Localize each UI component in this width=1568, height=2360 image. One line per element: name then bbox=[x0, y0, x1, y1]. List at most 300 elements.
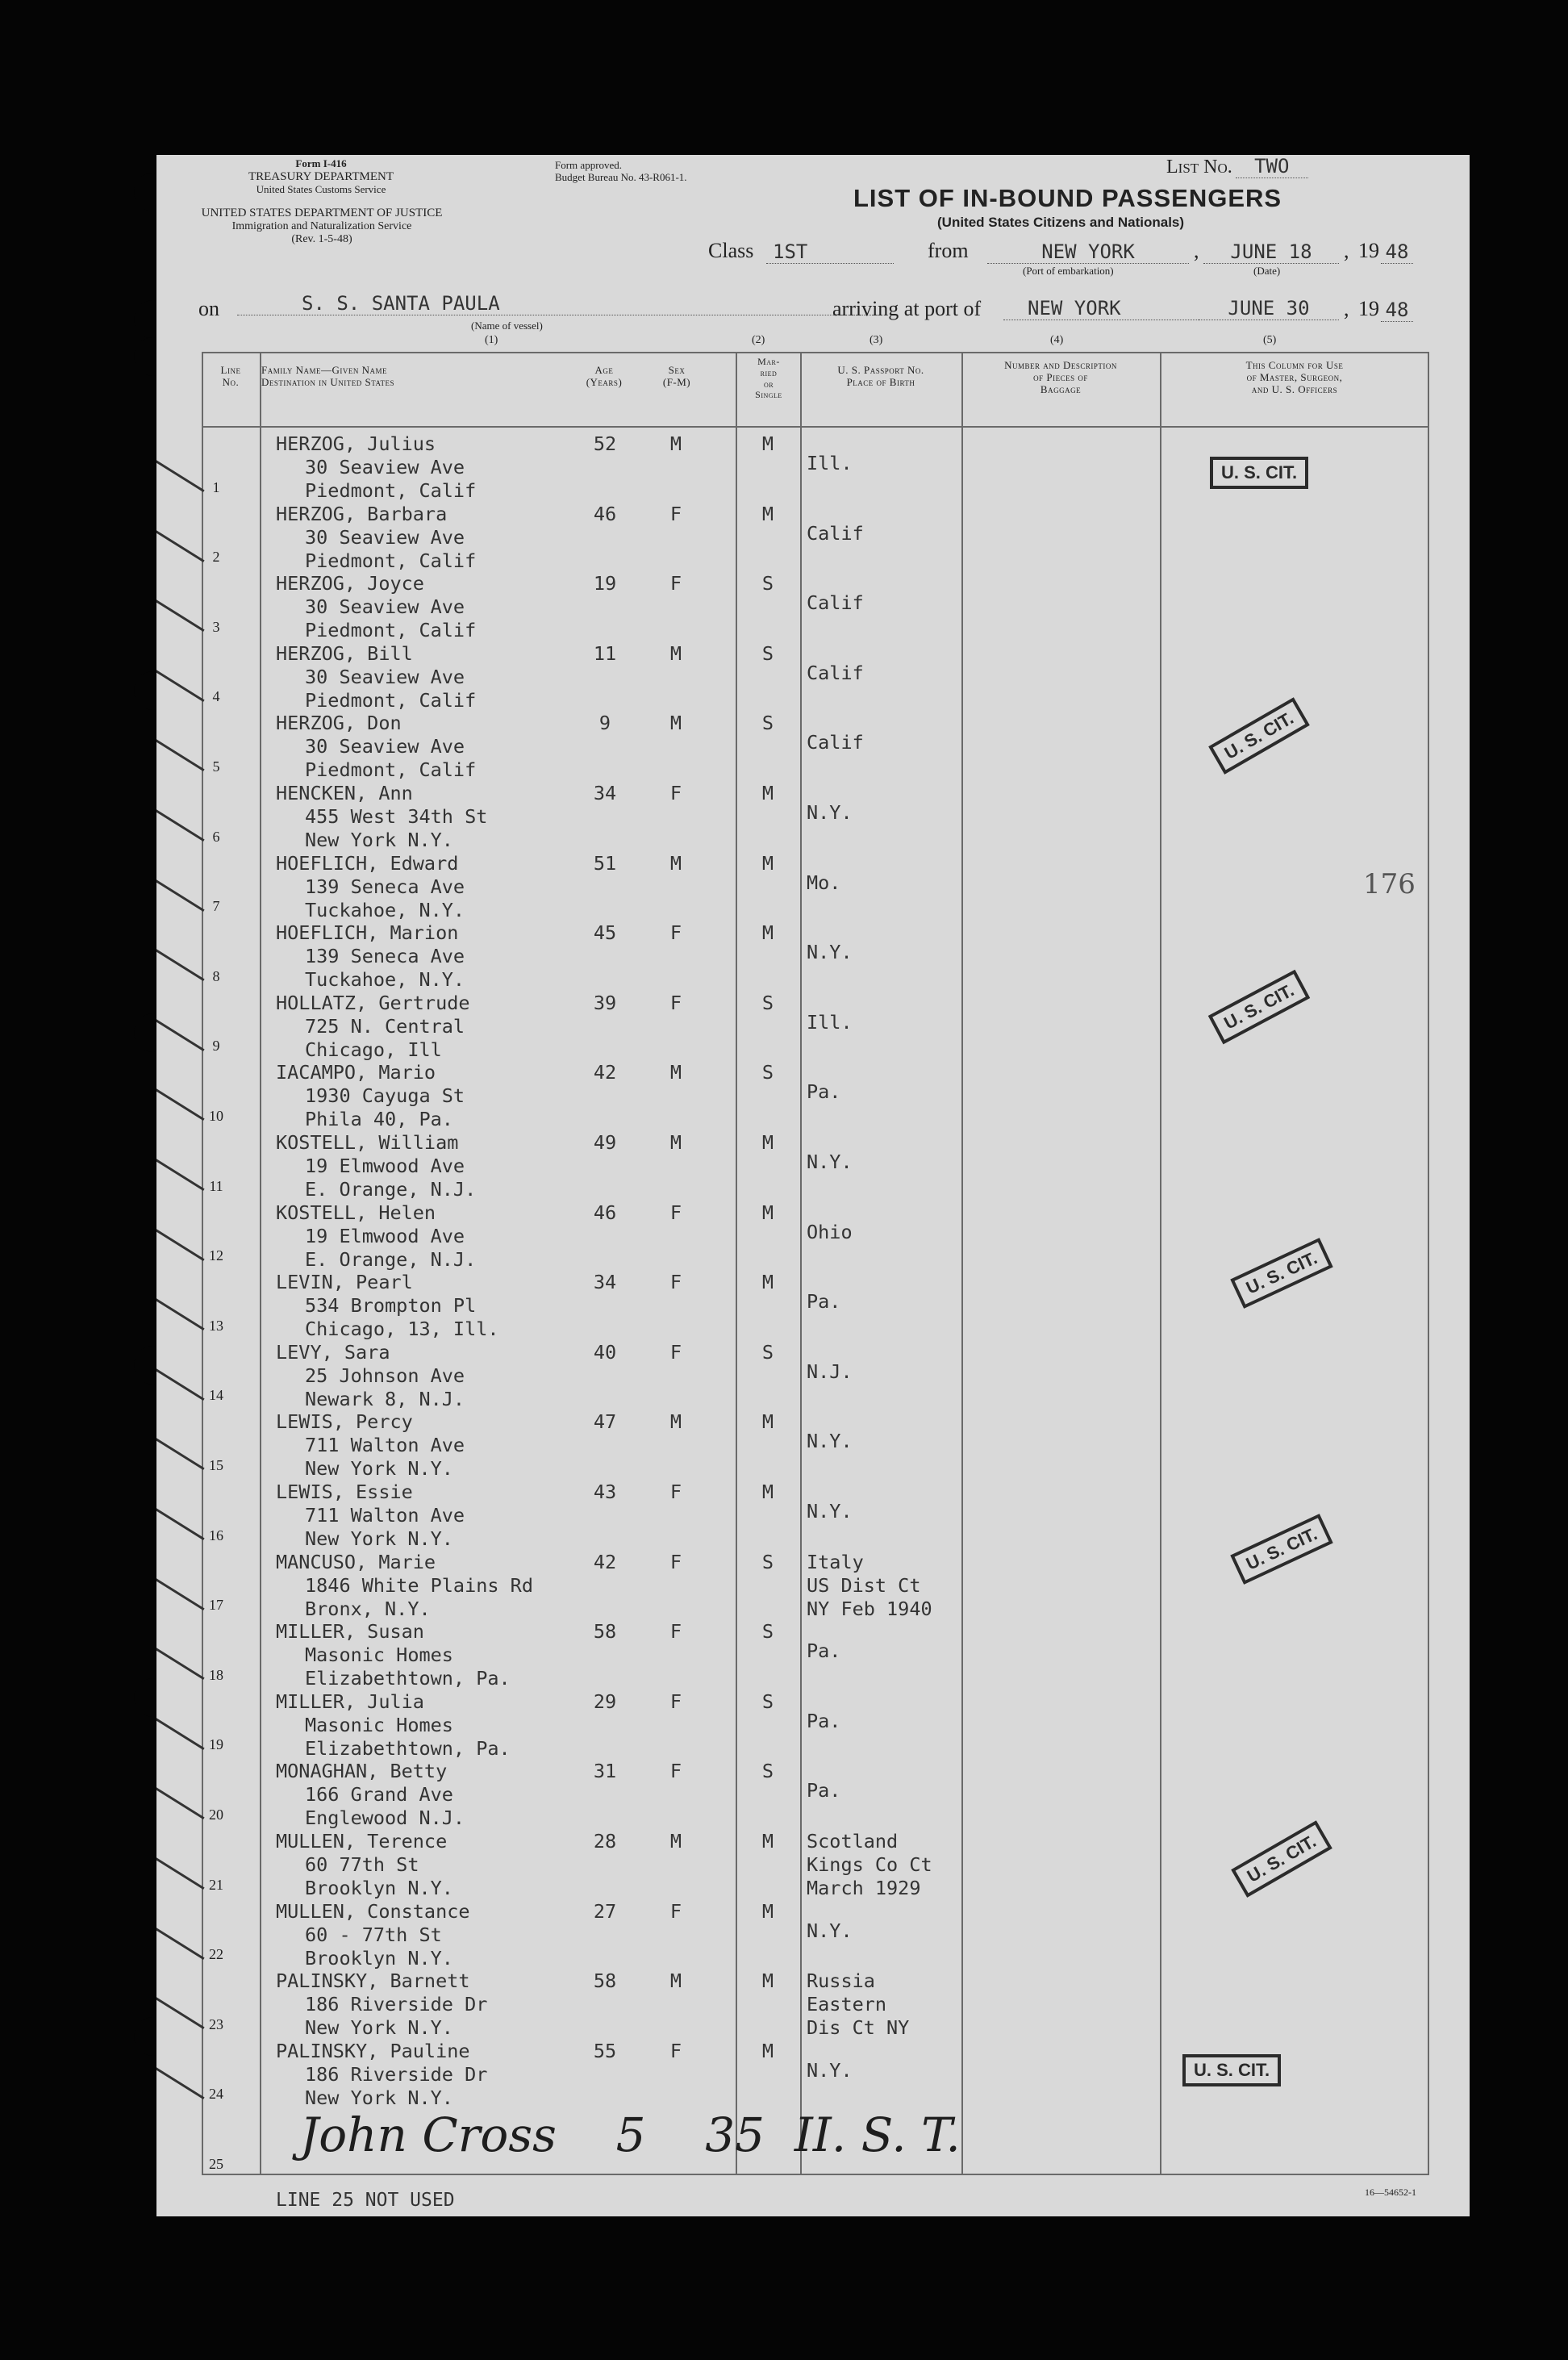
arriving-label: arriving at port of bbox=[832, 297, 982, 320]
check-mark bbox=[156, 513, 205, 562]
passenger-address: 60 - 77th St bbox=[305, 1923, 442, 1946]
table-row bbox=[156, 1406, 1470, 1481]
check-mark bbox=[156, 723, 205, 772]
place-of-birth: N.Y. bbox=[807, 1919, 853, 1942]
passenger-name-address bbox=[276, 1201, 476, 1272]
line-number: 23 bbox=[209, 2015, 223, 2032]
from-label: from bbox=[928, 239, 969, 262]
passenger-sex: F bbox=[669, 1271, 682, 1294]
passenger-marital: S bbox=[761, 991, 774, 1014]
passenger-marital: M bbox=[761, 1830, 774, 1852]
check-mark bbox=[156, 1701, 205, 1750]
passenger-sex: M bbox=[669, 1830, 682, 1852]
passenger-address: 711 Walton Ave bbox=[305, 1504, 465, 1527]
passenger-name: IACAMPO, Mario bbox=[276, 1061, 436, 1084]
line-number: 20 bbox=[209, 1806, 223, 1823]
passenger-age: 39 bbox=[593, 991, 617, 1014]
passenger-age: 52 bbox=[593, 432, 617, 455]
passenger-address: 60 77th St bbox=[305, 1853, 419, 1876]
table-row bbox=[156, 1895, 1470, 1969]
check-mark bbox=[156, 1351, 205, 1401]
passenger-sex: F bbox=[669, 1899, 682, 1923]
check-mark bbox=[156, 1631, 205, 1680]
arrival-port: NEW YORK bbox=[1003, 297, 1221, 320]
passenger-address: Englewood N.J. bbox=[305, 1807, 465, 1830]
passenger-name-address bbox=[276, 1690, 511, 1761]
passenger-name-address bbox=[276, 1061, 465, 1131]
passenger-age: 29 bbox=[593, 1690, 617, 1713]
passenger-sex: F bbox=[669, 782, 682, 804]
passenger-marital: S bbox=[761, 1620, 774, 1644]
passenger-name-address bbox=[276, 1760, 465, 1830]
passenger-address: Brooklyn N.Y. bbox=[305, 1877, 453, 1899]
justice-dept: UNITED STATES DEPARTMENT OF JUSTICE bbox=[201, 207, 443, 219]
passenger-address: 186 Riverside Dr bbox=[305, 2062, 488, 2086]
from-port: NEW YORK bbox=[987, 240, 1189, 264]
check-mark bbox=[156, 2050, 205, 2099]
place-of-birth: Ohio bbox=[807, 1220, 853, 1243]
col-number-3: (3) bbox=[869, 334, 883, 346]
passenger-age: 51 bbox=[593, 851, 617, 875]
form-number: Form I-416 bbox=[295, 157, 347, 169]
passenger-marital: M bbox=[761, 782, 774, 804]
passenger-address: Piedmont, Calif bbox=[305, 549, 477, 572]
passenger-marital: M bbox=[761, 851, 774, 875]
col-number-5: (5) bbox=[1263, 334, 1277, 346]
passenger-age: 58 bbox=[593, 1969, 617, 1993]
passenger-address: 1930 Cayuga St bbox=[305, 1084, 465, 1108]
line-number: 13 bbox=[209, 1317, 223, 1334]
place-of-birth: Italy US Dist Ct NY Feb 1940 bbox=[807, 1550, 932, 1620]
line-number: 25 bbox=[209, 2155, 223, 2172]
place-of-birth: N.Y. bbox=[807, 801, 853, 824]
passenger-address: New York N.Y. bbox=[305, 1527, 453, 1550]
header-passport: U. S. Passport No. Place of Birth bbox=[837, 364, 924, 388]
passenger-address: New York N.Y. bbox=[305, 2086, 453, 2109]
arrival-year-prefix: 19 bbox=[1358, 297, 1379, 320]
place-of-birth: Russia Eastern Dis Ct NY bbox=[807, 1969, 910, 2040]
line-number: 24 bbox=[209, 2086, 223, 2103]
list-no-value: TWO bbox=[1236, 155, 1308, 178]
passenger-address: 30 Seaview Ave bbox=[305, 595, 465, 619]
passenger-address: Piedmont, Calif bbox=[305, 619, 477, 642]
passenger-address: Bronx, N.Y. bbox=[305, 1597, 431, 1620]
passenger-name: HERZOG, Joyce bbox=[276, 572, 424, 595]
vessel-name: S. S. SANTA PAULA bbox=[237, 292, 882, 315]
passenger-marital: M bbox=[761, 1969, 774, 1993]
line-number: 8 bbox=[212, 967, 220, 984]
passenger-age: 58 bbox=[593, 1620, 617, 1644]
passenger-name: HOEFLICH, Edward bbox=[276, 851, 459, 875]
check-mark bbox=[156, 1771, 205, 1820]
place-of-birth: N.Y. bbox=[807, 1430, 853, 1453]
header-married: Mar- ried or Single bbox=[755, 356, 782, 401]
passenger-age: 42 bbox=[593, 1061, 617, 1084]
departure-date: JUNE 18 bbox=[1203, 240, 1339, 264]
header-baggage: Number and Description of Pieces of Baggage bbox=[1004, 359, 1117, 395]
passenger-marital: S bbox=[761, 1550, 774, 1573]
passenger-marital: M bbox=[761, 432, 774, 455]
passenger-marital: M bbox=[761, 921, 774, 945]
check-mark bbox=[156, 653, 205, 702]
us-citizen-stamp: U. S. CIT. bbox=[1208, 697, 1310, 775]
passenger-sex: F bbox=[669, 921, 682, 945]
table-row bbox=[156, 637, 1470, 712]
passenger-address: Masonic Homes bbox=[305, 1644, 453, 1667]
line-number: 5 bbox=[212, 758, 220, 775]
check-mark bbox=[156, 1491, 205, 1540]
passenger-age: 43 bbox=[593, 1481, 617, 1503]
passenger-age: 49 bbox=[593, 1131, 617, 1154]
passenger-name-address bbox=[276, 1830, 453, 1900]
departure-year-prefix: 19 bbox=[1358, 239, 1379, 262]
place-of-birth: Calif bbox=[807, 591, 864, 615]
passenger-name-address bbox=[276, 1481, 465, 1551]
line-number: 15 bbox=[209, 1456, 223, 1473]
us-citizen-stamp: U. S. CIT. bbox=[1210, 457, 1308, 489]
place-of-birth: Calif bbox=[807, 661, 864, 684]
passenger-name: LEWIS, Percy bbox=[276, 1410, 413, 1434]
passenger-sex: M bbox=[669, 1061, 682, 1084]
line-number: 6 bbox=[212, 828, 220, 845]
check-mark bbox=[156, 792, 205, 842]
passenger-address: Phila 40, Pa. bbox=[305, 1108, 453, 1131]
passenger-address: 19 Elmwood Ave bbox=[305, 1224, 465, 1247]
form-approved: Form approved. bbox=[555, 159, 623, 171]
place-of-birth: Mo. bbox=[807, 871, 841, 894]
table-row bbox=[156, 777, 1470, 851]
check-mark bbox=[156, 1212, 205, 1261]
passenger-sex: M bbox=[669, 1410, 682, 1434]
passenger-sex: F bbox=[669, 572, 682, 595]
passenger-sex: F bbox=[669, 1620, 682, 1644]
passenger-name: MONAGHAN, Betty bbox=[276, 1760, 448, 1783]
passenger-age: 42 bbox=[593, 1550, 617, 1573]
check-mark bbox=[156, 1072, 205, 1122]
passenger-address: 25 Johnson Ave bbox=[305, 1364, 465, 1387]
passenger-sex: F bbox=[669, 991, 682, 1014]
line-number: 21 bbox=[209, 1876, 223, 1893]
passenger-age: 40 bbox=[593, 1340, 617, 1364]
table-row bbox=[156, 1965, 1470, 2040]
place-of-birth: Ill. bbox=[807, 1010, 853, 1034]
check-mark bbox=[156, 583, 205, 632]
passenger-sex: F bbox=[669, 1760, 682, 1783]
passenger-address: 186 Riverside Dr bbox=[305, 1993, 488, 2016]
passenger-sex: F bbox=[669, 1550, 682, 1573]
passenger-name-address bbox=[276, 1410, 465, 1481]
passenger-name: PALINSKY, Barnett bbox=[276, 1969, 470, 1993]
passenger-address: 725 N. Central bbox=[305, 1014, 465, 1038]
passenger-age: 47 bbox=[593, 1410, 617, 1434]
passenger-name: PALINSKY, Pauline bbox=[276, 2039, 470, 2062]
place-of-birth: Calif bbox=[807, 731, 864, 754]
passenger-name: HENCKEN, Ann bbox=[276, 782, 413, 804]
passenger-name-address bbox=[276, 503, 476, 573]
passenger-marital: M bbox=[761, 1481, 774, 1503]
passenger-name-address bbox=[276, 642, 476, 712]
passenger-marital: M bbox=[761, 1410, 774, 1434]
table-row bbox=[156, 1685, 1470, 1760]
passenger-name-address bbox=[276, 432, 476, 503]
line-number: 12 bbox=[209, 1247, 223, 1264]
treasury-dept: TREASURY DEPARTMENT bbox=[248, 169, 394, 183]
passenger-address: 455 West 34th St bbox=[305, 805, 488, 828]
line-number: 7 bbox=[212, 898, 220, 915]
passenger-address: New York N.Y. bbox=[305, 1457, 453, 1481]
passenger-sex: F bbox=[669, 2039, 682, 2062]
passenger-address: Elizabethtown, Pa. bbox=[305, 1736, 511, 1760]
check-mark bbox=[156, 1142, 205, 1191]
passenger-marital: S bbox=[761, 641, 774, 665]
header-officers: This Column for Use of Master, Surgeon, and U. S. Officers bbox=[1245, 359, 1344, 395]
place-of-birth: Pa. bbox=[807, 1639, 841, 1663]
passenger-marital: M bbox=[761, 1899, 774, 1923]
passenger-sex: F bbox=[669, 1201, 682, 1224]
check-mark bbox=[156, 1561, 205, 1610]
table-row bbox=[156, 917, 1470, 992]
passenger-address: 711 Walton Ave bbox=[305, 1434, 465, 1457]
class-value: 1ST bbox=[766, 240, 894, 264]
comma: , bbox=[1194, 239, 1199, 262]
us-citizen-stamp: U. S. CIT. bbox=[1208, 970, 1311, 1045]
place-of-birth: N.Y. bbox=[807, 1500, 853, 1523]
passenger-marital: M bbox=[761, 1271, 774, 1294]
passenger-age: 55 bbox=[593, 2039, 617, 2062]
page-title: LIST OF IN-BOUND PASSENGERS bbox=[853, 184, 1282, 212]
passenger-name: MULLEN, Constance bbox=[276, 1899, 470, 1923]
passenger-address: Newark 8, N.J. bbox=[305, 1387, 465, 1410]
passenger-address: New York N.Y. bbox=[305, 829, 453, 851]
table-row bbox=[156, 1755, 1470, 1830]
comma: , bbox=[1344, 239, 1349, 262]
passenger-name: MILLER, Susan bbox=[276, 1620, 424, 1644]
form-agency-block bbox=[224, 158, 418, 196]
passenger-marital: M bbox=[761, 2039, 774, 2062]
date-caption: (Date) bbox=[1253, 265, 1281, 277]
manifest-page bbox=[156, 155, 1470, 2216]
passenger-age: 31 bbox=[593, 1760, 617, 1783]
passenger-marital: M bbox=[761, 1201, 774, 1224]
col-number-2: (2) bbox=[752, 334, 765, 346]
place-of-birth: Pa. bbox=[807, 1779, 841, 1802]
passenger-age: 11 bbox=[593, 641, 617, 665]
passenger-name-address bbox=[276, 1271, 499, 1341]
passenger-address: Masonic Homes bbox=[305, 1713, 453, 1736]
table-top-rule bbox=[202, 352, 1428, 353]
table-row bbox=[156, 1336, 1470, 1410]
passenger-age: 19 bbox=[593, 572, 617, 595]
passenger-name-address bbox=[276, 1131, 476, 1201]
line-number: 1 bbox=[212, 478, 220, 495]
justice-block bbox=[197, 207, 447, 246]
passenger-address: Chicago, 13, Ill. bbox=[305, 1318, 499, 1341]
passenger-name: LEWIS, Essie bbox=[276, 1481, 413, 1503]
header-name: Family Name—Given Name Destination in United States bbox=[261, 364, 395, 388]
list-no-label: List No. bbox=[1166, 157, 1232, 178]
passenger-address: E. Orange, N.J. bbox=[305, 1178, 477, 1201]
passenger-address: Piedmont, Calif bbox=[305, 479, 477, 502]
passenger-address: 534 Brompton Pl bbox=[305, 1294, 477, 1318]
passenger-address: 30 Seaview Ave bbox=[305, 665, 465, 688]
class-label: Class bbox=[708, 239, 754, 262]
table-row bbox=[156, 567, 1470, 642]
line-number: 4 bbox=[212, 688, 220, 705]
passenger-age: 9 bbox=[598, 712, 611, 735]
passenger-name-address bbox=[276, 1551, 533, 1621]
form-footer-code: 16—54652-1 bbox=[1365, 2187, 1416, 2198]
passenger-address: 30 Seaview Ave bbox=[305, 456, 465, 478]
check-mark bbox=[156, 1281, 205, 1330]
passenger-address: Elizabethtown, Pa. bbox=[305, 1667, 511, 1690]
table-row bbox=[156, 1056, 1470, 1131]
us-citizen-stamp: U. S. CIT. bbox=[1230, 1514, 1333, 1585]
passenger-name: HERZOG, Julius bbox=[276, 432, 436, 455]
check-mark bbox=[156, 932, 205, 981]
us-citizen-stamp: U. S. CIT. bbox=[1182, 2054, 1281, 2086]
us-citizen-stamp: U. S. CIT. bbox=[1231, 1820, 1332, 1898]
page-subtitle: (United States Citizens and Nationals) bbox=[937, 215, 1185, 230]
port-caption: (Port of embarkation) bbox=[1023, 265, 1114, 277]
comma: , bbox=[1344, 297, 1349, 320]
list-number bbox=[1166, 155, 1308, 178]
passenger-address: Tuckahoe, N.Y. bbox=[305, 898, 465, 921]
check-mark bbox=[156, 863, 205, 912]
table-row bbox=[156, 1197, 1470, 1271]
passenger-name: LEVY, Sara bbox=[276, 1340, 390, 1364]
table-row bbox=[156, 847, 1470, 921]
ins-service: Immigration and Naturalization Service bbox=[231, 220, 412, 233]
passenger-sex: F bbox=[669, 1690, 682, 1713]
arrival-date: JUNE 30 bbox=[1199, 297, 1339, 320]
passenger-age: 28 bbox=[593, 1830, 617, 1852]
passenger-sex: M bbox=[669, 712, 682, 735]
passenger-name-address bbox=[276, 1900, 470, 1970]
passenger-name-address bbox=[276, 1969, 487, 2040]
passenger-marital: M bbox=[761, 502, 774, 525]
passenger-name: KOSTELL, Helen bbox=[276, 1201, 436, 1224]
passenger-address: E. Orange, N.J. bbox=[305, 1247, 477, 1271]
check-mark bbox=[156, 1002, 205, 1051]
place-of-birth: N.J. bbox=[807, 1360, 853, 1383]
col-number-4: (4) bbox=[1050, 334, 1064, 346]
passenger-age: 27 bbox=[593, 1899, 617, 1923]
passenger-marital: M bbox=[761, 1131, 774, 1154]
passenger-name: HERZOG, Barbara bbox=[276, 502, 448, 525]
line-25-note: LINE 25 NOT USED bbox=[276, 2190, 455, 2211]
passenger-name-address bbox=[276, 782, 487, 852]
passenger-age: 34 bbox=[593, 1271, 617, 1294]
passenger-name-address bbox=[276, 712, 476, 782]
line-number: 17 bbox=[209, 1597, 223, 1614]
arrival-year: 48 bbox=[1381, 299, 1413, 322]
passenger-name: MULLEN, Terence bbox=[276, 1830, 448, 1852]
passenger-address: 139 Seneca Ave bbox=[305, 945, 465, 968]
line-number: 18 bbox=[209, 1666, 223, 1683]
passenger-address: 30 Seaview Ave bbox=[305, 525, 465, 549]
line-number: 16 bbox=[209, 1527, 223, 1543]
header-sex: Sex (F-M) bbox=[662, 364, 691, 388]
passenger-age: 46 bbox=[593, 1201, 617, 1224]
approval-block bbox=[555, 160, 687, 184]
place-of-birth: Pa. bbox=[807, 1080, 841, 1104]
passenger-sex: F bbox=[669, 1481, 682, 1503]
line-number: 2 bbox=[212, 549, 220, 566]
passenger-address: 139 Seneca Ave bbox=[305, 875, 465, 898]
passenger-sex: M bbox=[669, 432, 682, 455]
passenger-name: LEVIN, Pearl bbox=[276, 1271, 413, 1294]
passenger-sex: F bbox=[669, 502, 682, 525]
passenger-name: MILLER, Julia bbox=[276, 1690, 424, 1713]
departure-year: 48 bbox=[1381, 240, 1413, 264]
passenger-address: Brooklyn N.Y. bbox=[305, 1946, 453, 1969]
passenger-sex: M bbox=[669, 1969, 682, 1993]
passenger-sex: M bbox=[669, 851, 682, 875]
passenger-address: Piedmont, Calif bbox=[305, 758, 477, 782]
passenger-name-address bbox=[276, 1620, 511, 1690]
passenger-marital: S bbox=[761, 712, 774, 735]
passenger-sex: F bbox=[669, 1340, 682, 1364]
passenger-name: HERZOG, Don bbox=[276, 712, 402, 735]
place-of-birth: N.Y. bbox=[807, 1151, 853, 1173]
line-number: 3 bbox=[212, 618, 220, 635]
passenger-address: Chicago, Ill bbox=[305, 1038, 442, 1061]
place-of-birth: N.Y. bbox=[807, 941, 853, 964]
passenger-marital: S bbox=[761, 1760, 774, 1783]
check-mark bbox=[156, 1840, 205, 1890]
place-of-birth: Scotland Kings Co Ct March 1929 bbox=[807, 1830, 932, 1899]
passenger-address: Piedmont, Calif bbox=[305, 688, 477, 712]
line-number: 22 bbox=[209, 1946, 223, 1963]
line-number: 11 bbox=[209, 1177, 223, 1194]
passenger-sex: M bbox=[669, 641, 682, 665]
passenger-name-address bbox=[276, 852, 465, 922]
passenger-name-address bbox=[276, 2040, 487, 2110]
passenger-name: HERZOG, Bill bbox=[276, 641, 413, 665]
col-number-1: (1) bbox=[485, 334, 498, 346]
line-number: 14 bbox=[209, 1387, 223, 1404]
passenger-age: 45 bbox=[593, 921, 617, 945]
line-number: 10 bbox=[209, 1107, 223, 1124]
passenger-name: KOSTELL, William bbox=[276, 1131, 459, 1154]
check-mark bbox=[156, 443, 205, 492]
vessel-caption: (Name of vessel) bbox=[471, 320, 543, 332]
check-mark bbox=[156, 1422, 205, 1471]
place-of-birth: Pa. bbox=[807, 1290, 841, 1314]
passenger-name: HOLLATZ, Gertrude bbox=[276, 991, 470, 1014]
place-of-birth: Pa. bbox=[807, 1709, 841, 1732]
place-of-birth: Calif bbox=[807, 521, 864, 545]
check-mark bbox=[156, 1911, 205, 1960]
passenger-marital: S bbox=[761, 572, 774, 595]
table-row bbox=[156, 1126, 1470, 1201]
passenger-name-address bbox=[276, 572, 476, 642]
passenger-address: Tuckahoe, N.Y. bbox=[305, 968, 465, 992]
revision: (Rev. 1-5-48) bbox=[291, 233, 352, 246]
table-row bbox=[156, 498, 1470, 572]
handwritten-signature: John Cross 5 35 II. S. T. bbox=[300, 2107, 961, 2162]
place-of-birth: Ill. bbox=[807, 452, 853, 474]
line-number: 19 bbox=[209, 1736, 223, 1753]
customs-service: United States Customs Service bbox=[256, 183, 386, 196]
us-citizen-stamp: U. S. CIT. bbox=[1230, 1238, 1333, 1309]
passenger-marital: S bbox=[761, 1340, 774, 1364]
passenger-address: 19 Elmwood Ave bbox=[305, 1155, 465, 1177]
check-mark bbox=[156, 1980, 205, 2029]
passenger-age: 34 bbox=[593, 782, 617, 804]
passenger-address: 1846 White Plains Rd bbox=[305, 1573, 533, 1597]
passenger-name-address bbox=[276, 1341, 465, 1411]
